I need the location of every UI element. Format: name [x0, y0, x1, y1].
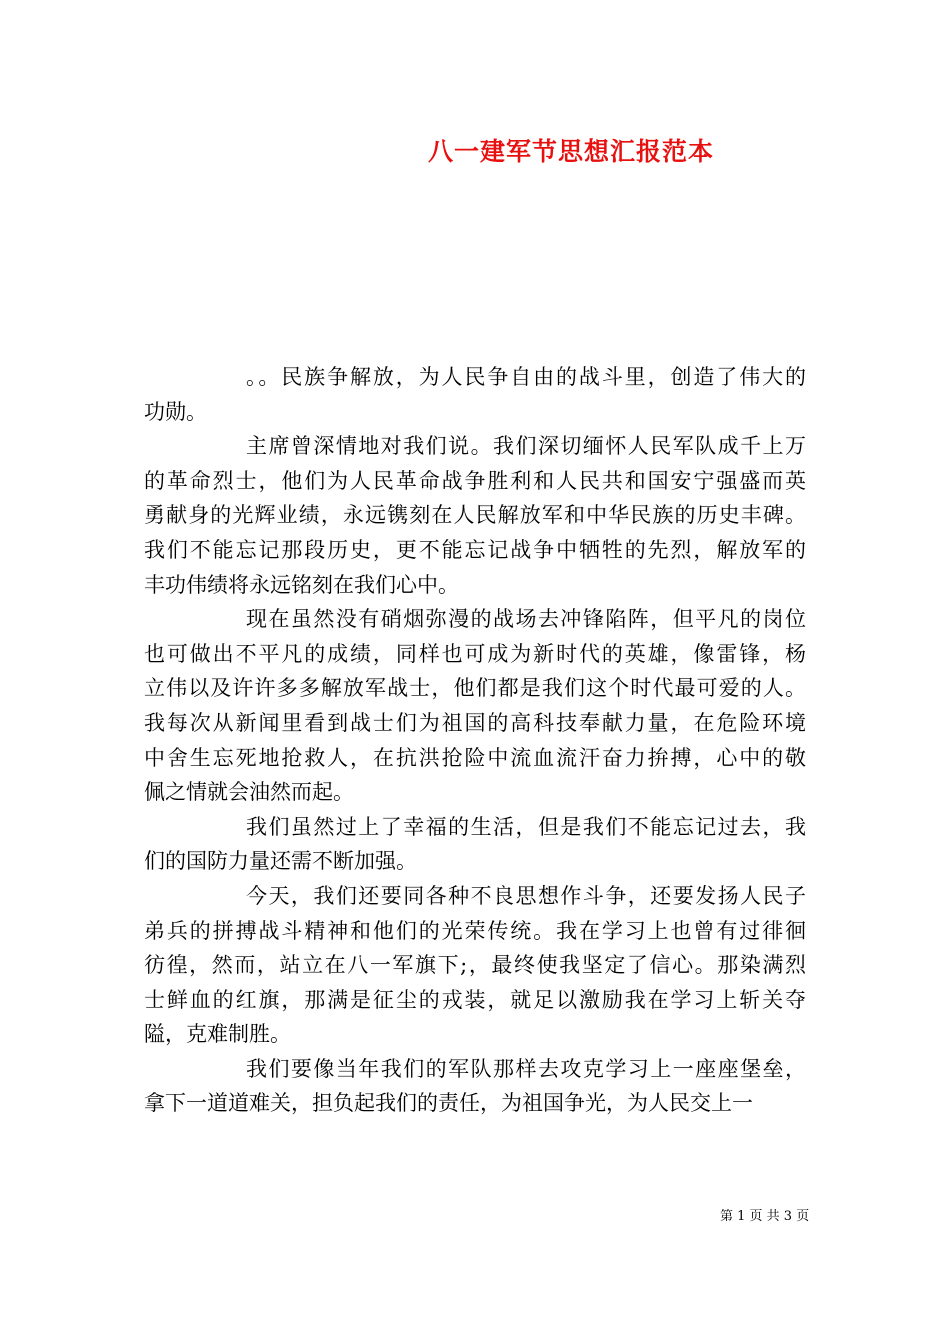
document-body: [144, 360, 806, 1121]
paragraph-line: 佩之情就会油然而起。: [144, 780, 354, 805]
paragraph-line: 立伟以及许许多多解放军战士，他们都是我们这个时代最可爱的人。: [144, 676, 806, 701]
paragraph-line: 我们不能忘记那段历史，更不能忘记战争中牺牲的先烈，解放军的: [144, 537, 806, 562]
paragraph-line: 弟兵的拼搏战斗精神和他们的光荣传统。我在学习上也曾有过徘徊: [144, 918, 806, 943]
paragraph-line: 的革命烈士，他们为人民革命战争胜利和人民共和国安宁强盛而英: [144, 468, 806, 493]
paragraph-line: 功勋。: [144, 399, 207, 424]
paragraph-line: 丰功伟绩将永远铭刻在我们心中。: [144, 572, 459, 597]
paragraph-line: 勇献身的光辉业绩，永远镌刻在人民解放军和中华民族的历史丰碑。: [144, 503, 806, 528]
paragraph-line: 我每次从新闻里看到战士们为祖国的高科技奉献力量，在危险环境: [144, 710, 806, 735]
paragraph-line: 我们虽然过上了幸福的生活，但是我们不能忘记过去，我: [246, 814, 806, 839]
paragraph-line: 现在虽然没有硝烟弥漫的战场去冲锋陷阵，但平凡的岗位: [246, 607, 806, 632]
paragraph-line: 彷徨，然而，站立在八一军旗下;，最终使我坚定了信心。那染满烈: [144, 953, 806, 978]
paragraph-line: 中舍生忘死地抢救人，在抗洪抢险中流血流汗奋力拚搏，心中的敬: [144, 745, 806, 770]
paragraph-line: 隘，克难制胜。: [144, 1022, 291, 1047]
page-footer: 第 1 页 共 3 页: [720, 1209, 810, 1224]
paragraph-line: 。。民族争解放，为人民争自由的战斗里，创造了伟大的: [246, 365, 806, 389]
paragraph-line: 拿下一道道难关，担负起我们的责任，为祖国争光，为人民交上一: [144, 1091, 753, 1116]
paragraph-line: 主席曾深情地对我们说。我们深切缅怀人民军队成千上万: [246, 434, 806, 459]
paragraph-line: 我们要像当年我们的军队那样去攻克学习上一座座堡垒，: [246, 1056, 806, 1081]
paragraph-line: 们的国防力量还需不断加强。: [144, 849, 417, 874]
paragraph-line: 士鲜血的红旗，那满是征尘的戎装，就足以激励我在学习上斩关夺: [144, 987, 806, 1012]
document-title: 八一建军节思想汇报范本: [428, 137, 715, 166]
paragraph-line: 也可做出不平凡的成绩，同样也可成为新时代的英雄，像雷锋，杨: [144, 641, 806, 666]
paragraph-line: 今天，我们还要同各种不良思想作斗争，还要发扬人民子: [246, 883, 806, 908]
